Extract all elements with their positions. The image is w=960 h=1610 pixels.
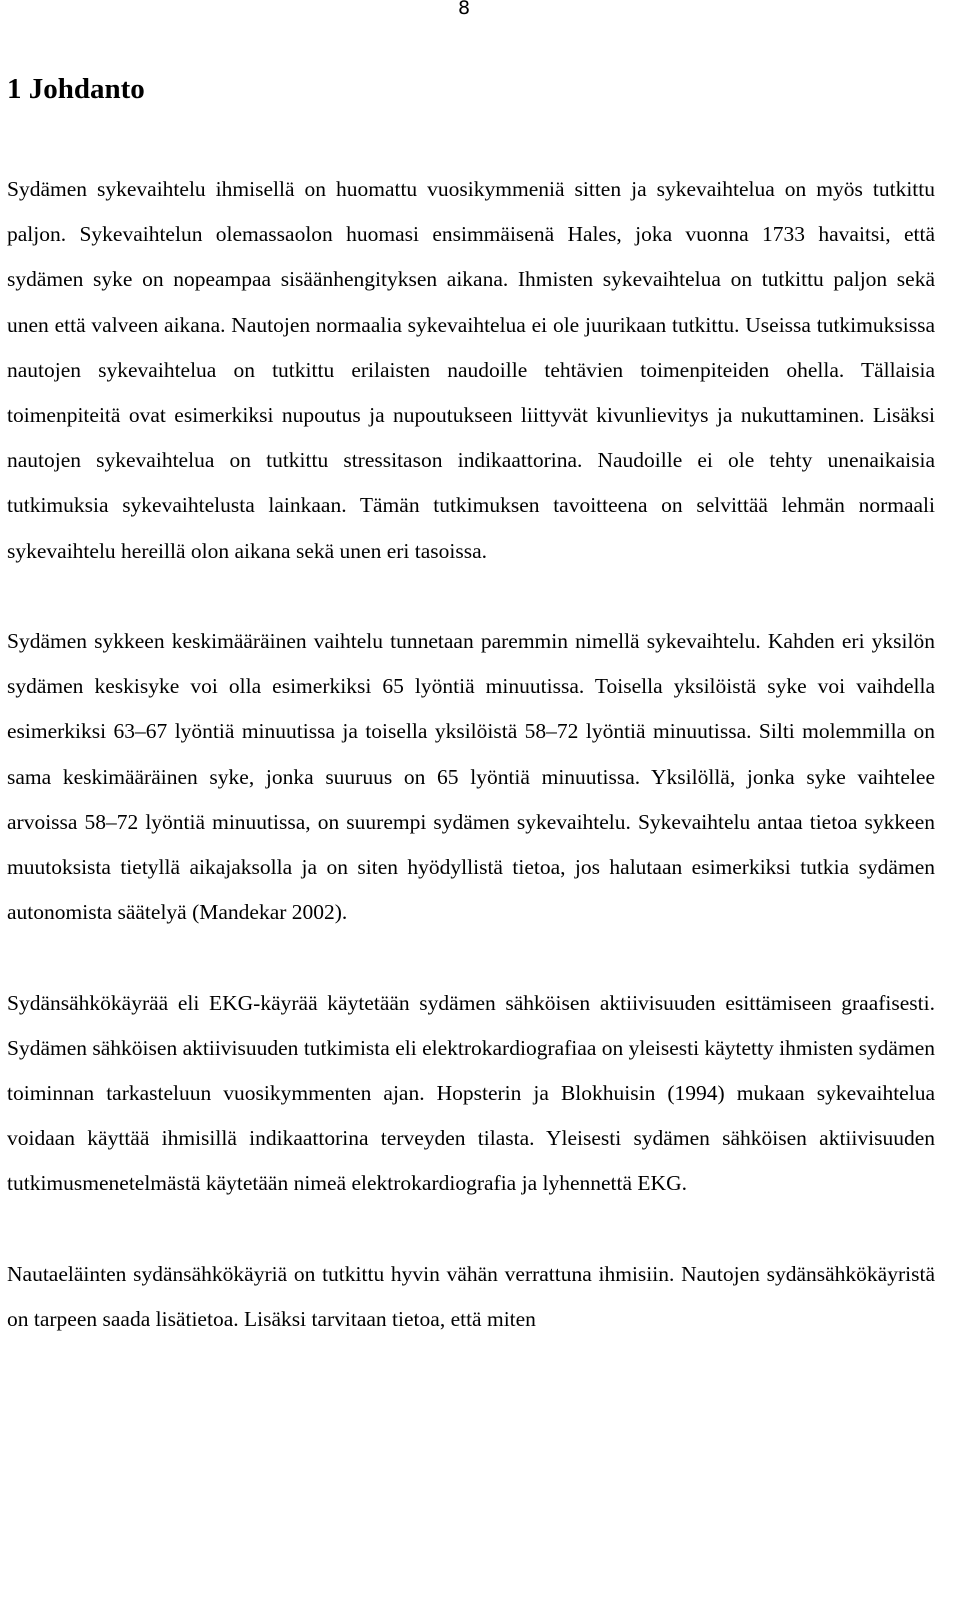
- paragraph-introduction: Sydämen sykevaihtelu ihmisellä on huomattu vuosikymmeniä sitten ja sykevaihtelua on myös tutkittu paljon. Sykevaihtelun olemassaolon huomasi ensimmäisenä Hales, joka vuonna 1733 havaitsi, että sydämen syke on nopeampaa sisäänhengityksen aikana. Ihmisten sykevaihtelua on tutkittu paljon sekä unen että valveen aikana. Nautojen normaalia sykevaihtelua ei ole juurikaan tutkittu. Useissa tutkimuksissa nautojen sykevaihtelua on tutkittu erilaisten naudoille tehtävien toimenpiteiden ohella. Tällaisia toimenpiteitä ovat esimerkiksi nupoutus ja nupoutukseen liittyvät kivunlievitys ja nukuttaminen. Lisäksi nautojen sykevaihtelua on tutkittu stressitason indikaattorina. Naudoille ei ole tehty unenaikaisia tutkimuksia sykevaihtelusta lainkaan. Tämän tutkimuksen tavoitteena on selvittää lehmän normaali sykevaihtelu hereillä olon aikana sekä unen eri tasoissa.: [7, 177, 935, 563]
- body-text: [7, 167, 935, 1342]
- paragraph-heart-rate-variability: Sydämen sykkeen keskimääräinen vaihtelu tunnetaan paremmin nimellä sykevaihtelu. Kahden eri yksilön sydämen keskisyke voi olla esimerkiksi 65 lyöntiä minuutissa. Toisella yksilöistä syke voi vaihdella esimerkiksi 63–67 lyöntiä minuutissa ja toisella yksilöistä 58–72 lyöntiä minuutissa. Silti molemmilla on sama keskimääräinen syke, jonka suuruus on 65 lyöntiä minuutissa. Yksilöllä, jonka syke vaihtelee arvoissa 58–72 lyöntiä minuutissa, on suurempi sydämen sykevaihtelu. Sykevaihtelu antaa tietoa sykkeen muutoksista tietyllä aikajaksolla ja on siten hyödyllistä tietoa, jos halutaan esimerkiksi tutkia sydämen autonomista säätelyä (Mandekar 2002).: [7, 629, 935, 925]
- paragraph-cattle-ecg: Nautaeläinten sydänsähkökäyriä on tutkittu hyvin vähän verrattuna ihmisiin. Nautojen sydänsähkökäyristä on tarpeen saada lisätietoa. Lisäksi tarvitaan tietoa, että miten: [7, 1261, 935, 1332]
- page-number: 8: [458, 0, 471, 19]
- paragraph-ecg: Sydänsähkökäyrää eli EKG-käyrää käytetään sydämen sähköisen aktiivisuuden esittämiseen graafisesti. Sydämen sähköisen aktiivisuuden tutkimista eli elektrokardiografiaa on yleisesti käytetty ihmisten sydämen toiminnan tarkasteluun vuosikymmenten ajan. Hopsterin ja Blokhuisin (1994) mukaan sykevaihtelua voidaan käyttää ihmisillä indikaattorina terveyden tilasta. Yleisesti sydämen sähköisen aktiivisuuden tutkimusmenetelmästä käytetään nimeä elektrokardiografia ja lyhennettä EKG.: [7, 990, 935, 1196]
- section-heading: 1 Johdanto: [7, 73, 145, 105]
